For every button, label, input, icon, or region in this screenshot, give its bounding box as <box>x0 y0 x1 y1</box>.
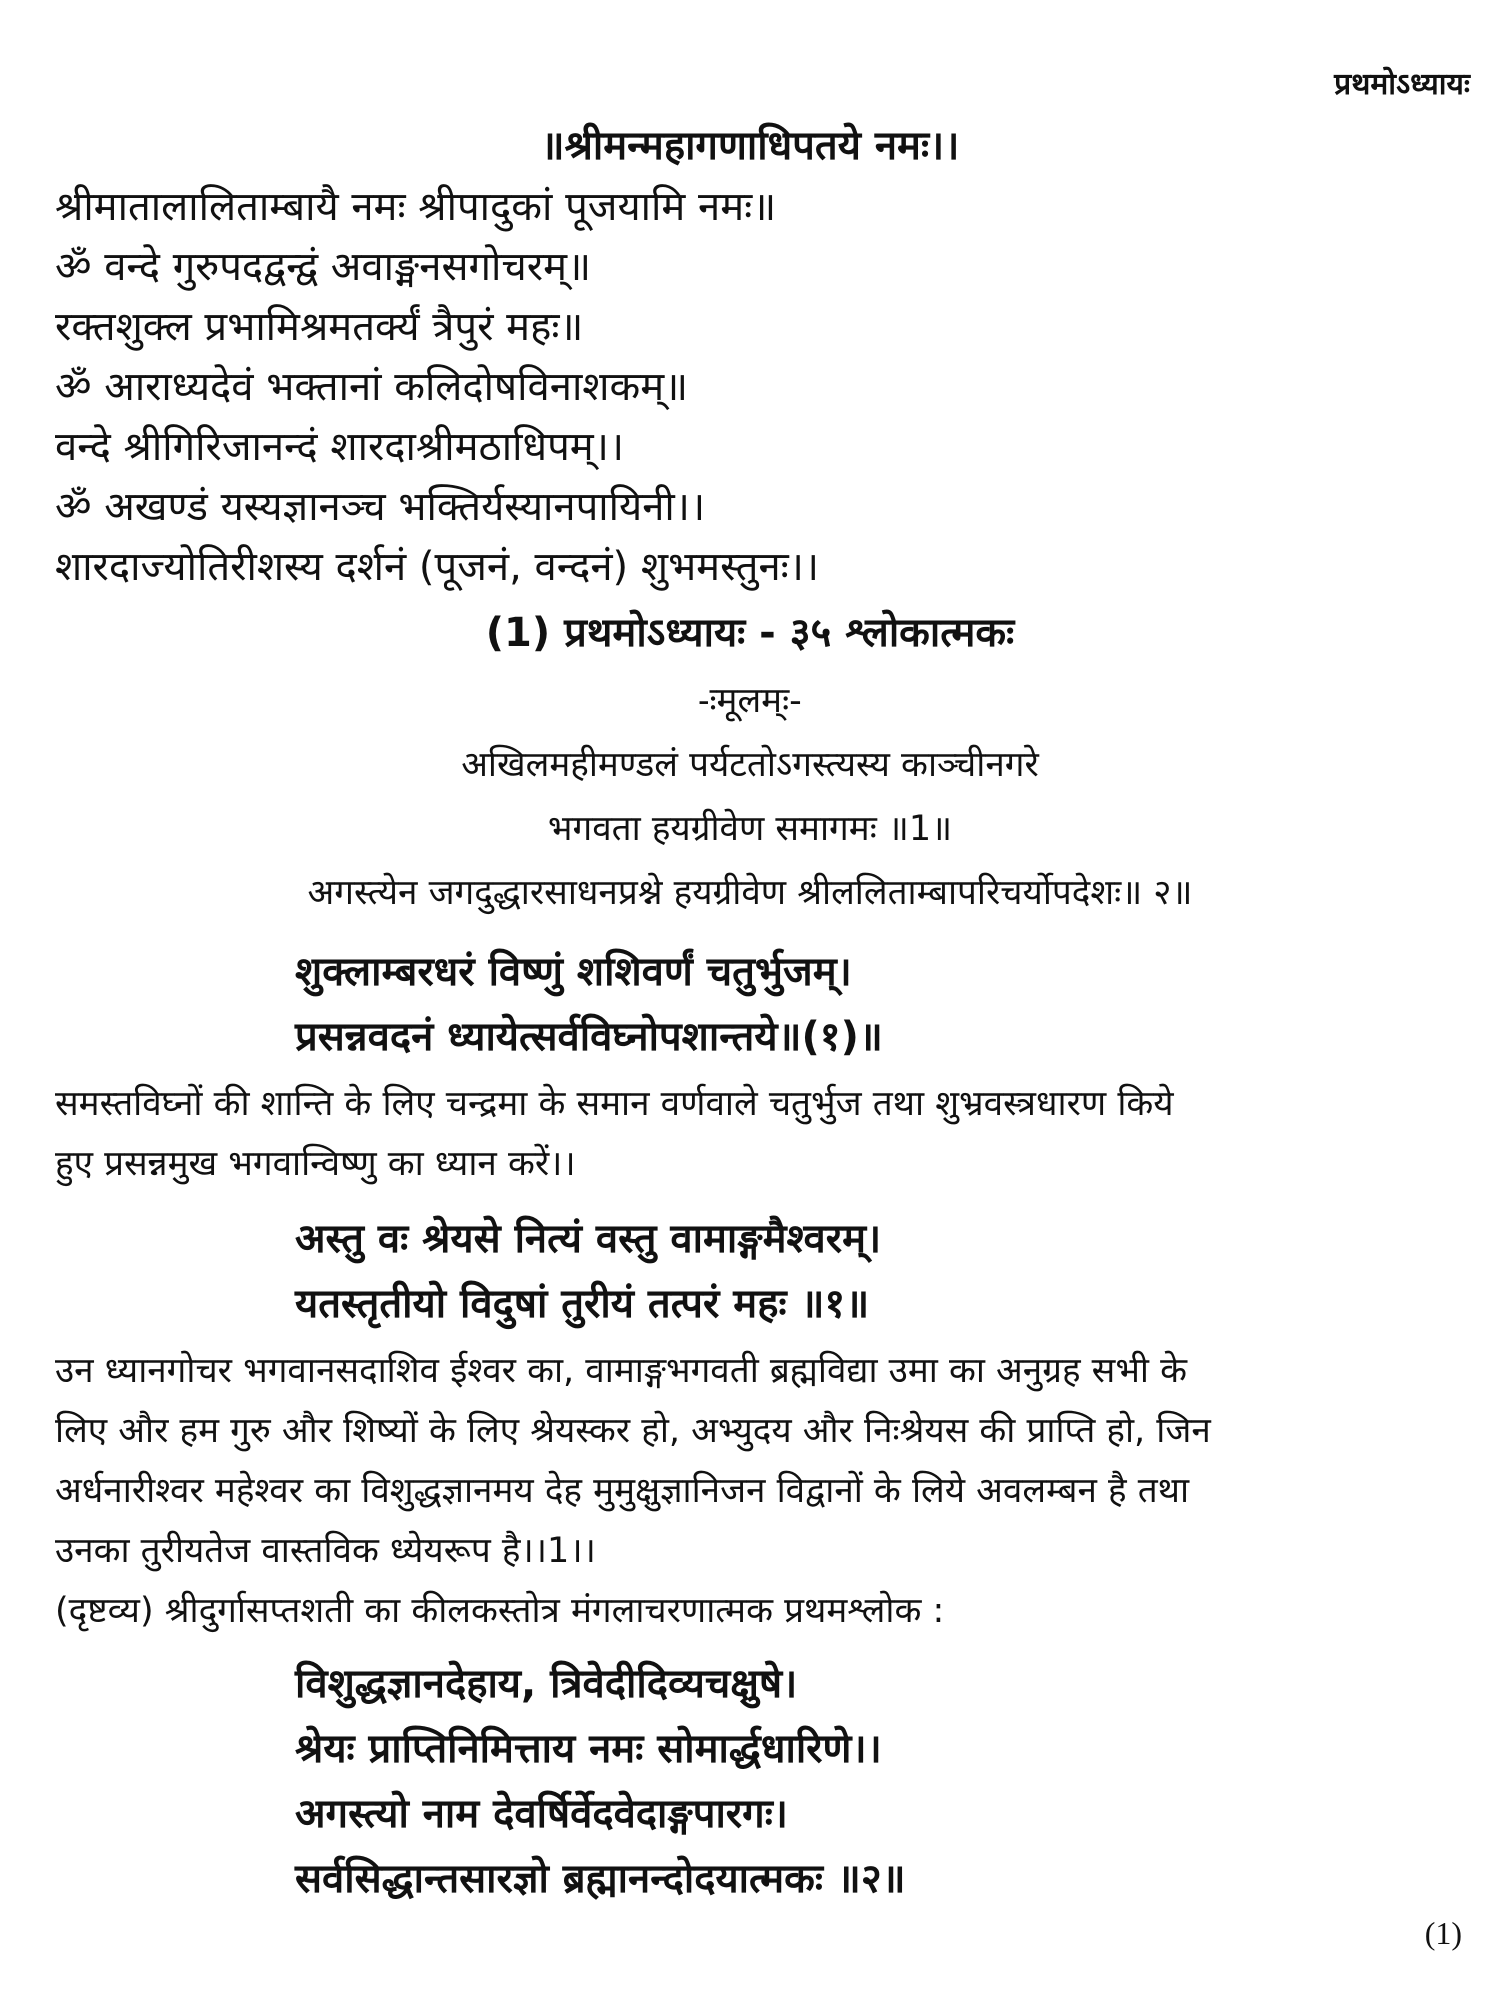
invocation-line: श्रीमातालालिताम्बायै नमः श्रीपादुकां पूजयामि नमः॥ <box>55 184 777 230</box>
chapter-heading: (1) प्रथमोऽध्यायः - ३५ श्लोकात्मकः <box>485 610 1015 656</box>
invocation-line: शारदाज्योतिरीशस्य दर्शनं (पूजनं, वन्दनं) शुभमस्तुनः।। <box>55 544 820 590</box>
verse-meaning-line: अर्धनारीश्वर महेश्वर का विशुद्धज्ञानमय देह मुमुक्षुज्ञानिजन विद्वानों के लिये अवलम्बन है तथा <box>55 1471 1190 1511</box>
invocation-line: ॐ अखण्डं यस्यज्ञानञ्च भक्तिर्यस्यानपायिनी।। <box>55 484 706 530</box>
verse-line: शुक्लाम्बरधरं विष्णुं शशिवर्णं चतुर्भुजम्। <box>295 949 852 995</box>
reference-intro: (दृष्टव्य) श्रीदुर्गासप्तशती का कीलकस्तोत्र मंगलाचरणात्मक प्रथमश्लोक : <box>55 1591 945 1631</box>
invocation-line: रक्तशुक्ल प्रभामिश्रमतर्क्यं त्रैपुरं महः॥ <box>55 304 584 350</box>
verse-line: प्रसन्नवदनं ध्यायेत्सर्वविघ्नोपशान्तये॥(१)॥ <box>295 1014 883 1060</box>
chapter-summary-line: भगवता हयग्रीवेण समागमः ॥1॥ <box>547 809 953 849</box>
reference-verse-line: अगस्त्यो नाम देवर्षिर्वेदवेदाङ्गपारगः। <box>295 1791 788 1837</box>
chapter-summary-line: अगस्त्येन जगदुद्धारसाधनप्रश्ने हयग्रीवेण श्रीललिताम्बापरिचर्योपदेशः॥ २॥ <box>307 873 1193 913</box>
verse-meaning-line: लिए और हम गुरु और शिष्यों के लिए श्रेयस्कर हो, अभ्युदय और निःश्रेयस की प्राप्ति हो, जिन <box>55 1411 1211 1451</box>
reference-verse-line: विशुद्धज्ञानदेहाय, त्रिवेदीदिव्यचक्षुषे। <box>295 1661 798 1707</box>
verse-meaning-line: समस्तविघ्नों की शान्ति के लिए चन्द्रमा के समान वर्णवाले चतुर्भुज तथा शुभ्रवस्त्रधारण किये <box>55 1084 1174 1124</box>
running-head: प्रथमोऽध्यायः <box>1334 67 1470 102</box>
verse-meaning-line: उनका तुरीयतेज वास्तविक ध्येयरूप है।।1।। <box>55 1531 596 1571</box>
verse-meaning-line: उन ध्यानगोचर भगवानसदाशिव ईश्वर का, वामाङ्गभगवती ब्रह्मविद्या उमा का अनुग्रह सभी के <box>55 1351 1187 1391</box>
invocation-line: ॐ आराध्यदेवं भक्तानां कलिदोषविनाशकम्॥ <box>55 364 689 410</box>
verse-line: अस्तु वः श्रेयसे नित्यं वस्तु वामाङ्गमैश्वरम्। <box>295 1216 882 1262</box>
invocation-title: ॥श्रीमन्महागणाधिपतये नमः।। <box>540 123 960 169</box>
invocation-line: ॐ वन्दे गुरुपदद्वन्द्वं अवाङ्मनसगोचरम्॥ <box>55 244 592 290</box>
reference-verse-line: श्रेयः प्राप्तिनिमित्ताय नमः सोमार्द्धधारिणे।। <box>295 1726 882 1772</box>
mulam-label: -ःमूलम्ः- <box>698 681 802 721</box>
reference-verse-line: सर्वसिद्धान्तसारज्ञो ब्रह्मानन्दोदयात्मकः ॥२॥ <box>295 1856 906 1902</box>
verse-line: यतस्तृतीयो विदुषां तुरीयं तत्परं महः ॥१॥ <box>295 1281 870 1327</box>
verse-meaning-line: हुए प्रसन्नमुख भगवान्विष्णु का ध्यान करें।। <box>55 1144 576 1184</box>
chapter-summary-line: अखिलमहीमण्डलं पर्यटतोऽगस्त्यस्य काञ्चीनगरे <box>461 745 1039 785</box>
invocation-line: वन्दे श्रीगिरिजानन्दं शारदाश्रीमठाधिपम्।। <box>55 424 625 470</box>
page-number: (1) <box>1424 1915 1462 1951</box>
